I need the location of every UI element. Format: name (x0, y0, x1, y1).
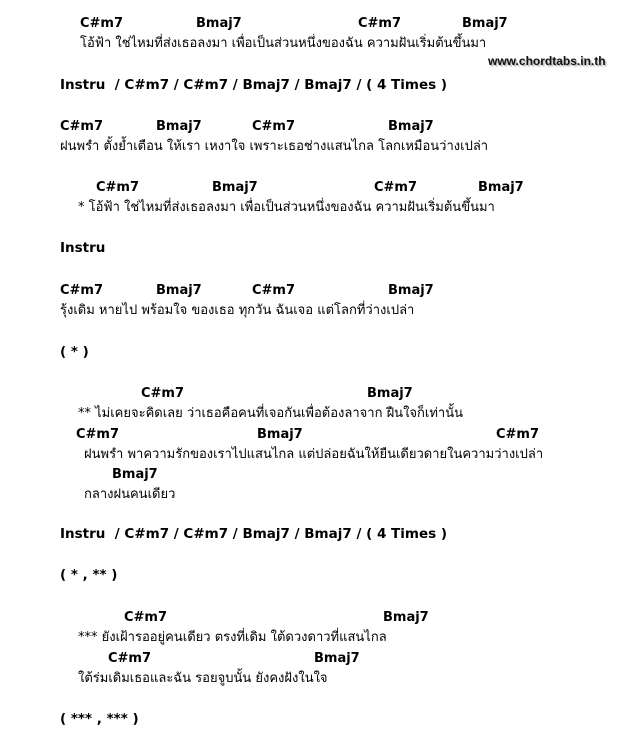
chord-label: C#m7 (496, 427, 540, 442)
chord-label: Bmaj7 (462, 16, 508, 31)
chord-label: Bmaj7 (367, 386, 413, 401)
lyric-line: * โอ้ฟ้า ใช่ไหมที่ส่งเธอลงมา เพื่อเป็นส่วนหนึ่งของฉัน ความฝันเริ่มต้นขึ้นมา (78, 200, 495, 215)
chord-label: C#m7 (141, 386, 185, 401)
chord-label: C#m7 (252, 119, 296, 134)
chord-label: Bmaj7 (388, 283, 434, 298)
lyric-line: ฝนพรำ พาความรักของเราไปแสนไกล แต่ปล่อยฉันให้ยืนเดียวดายในความว่างเปล่า (84, 447, 544, 462)
lyric-line: กลางฝนคนเดียว (84, 487, 176, 502)
instrumental-line: Instru (60, 240, 106, 256)
chord-label: Bmaj7 (257, 427, 303, 442)
chord-label: Bmaj7 (196, 16, 242, 31)
instrumental-line: Instru / C#m7 / C#m7 / Bmaj7 / Bmaj7 / ( 4 Times ) (60, 77, 448, 93)
chord-label: Bmaj7 (156, 283, 202, 298)
lyric-line: รุ้งเดิม หายไป พร้อมใจ ของเธอ ทุกวัน ฉันเจอ แต่โลกที่ว่างเปล่า (60, 303, 415, 318)
chord-label: C#m7 (124, 610, 168, 625)
chord-label: Bmaj7 (388, 119, 434, 134)
repeat-marker: ( * , ** ) (60, 567, 118, 583)
repeat-marker: ( *** , *** ) (60, 711, 139, 727)
lyric-line: ฝนพรำ ตั้งย้ำเตือน ให้เรา เหงาใจ เพราะเธอช่างแสนไกล โลกเหมือนว่างเปล่า (60, 139, 489, 154)
chord-label: C#m7 (374, 180, 418, 195)
instrumental-line: Instru / C#m7 / C#m7 / Bmaj7 / Bmaj7 / ( 4 Times ) (60, 526, 448, 542)
chord-label: C#m7 (80, 16, 124, 31)
lyric-line: โอ้ฟ้า ใช่ไหมที่ส่งเธอลงมา เพื่อเป็นส่วนหนึ่งของฉัน ความฝันเริ่มต้นขึ้นมา (80, 36, 487, 51)
chord-label: Bmaj7 (156, 119, 202, 134)
chord-label: Bmaj7 (314, 651, 360, 666)
chord-label: Bmaj7 (478, 180, 524, 195)
chord-label: C#m7 (358, 16, 402, 31)
chord-label: C#m7 (96, 180, 140, 195)
chord-label: Bmaj7 (212, 180, 258, 195)
watermark: www.chordtabs.in.th (488, 54, 606, 68)
chord-label: C#m7 (108, 651, 152, 666)
chord-label: C#m7 (252, 283, 296, 298)
chord-label: C#m7 (60, 283, 104, 298)
lyric-line: ** ไม่เคยจะคิดเลย ว่าเธอคือคนที่เจอกันเพื่อต้องลาจาก ฝืนใจก็เท่านั้น (78, 406, 463, 421)
chord-label: C#m7 (76, 427, 120, 442)
lyric-line: ใต้ร่มเดิมเธอและฉัน รอยจูบนั้น ยังคงฝังในใจ (78, 671, 328, 686)
chord-label: C#m7 (60, 119, 104, 134)
chord-label: Bmaj7 (383, 610, 429, 625)
repeat-marker: ( * ) (60, 344, 89, 360)
lyric-line: *** ยังเฝ้ารออยู่คนเดียว ตรงที่เดิม ใต้ดวงดาวที่แสนไกล (78, 630, 387, 645)
chord-label: Bmaj7 (112, 467, 158, 482)
